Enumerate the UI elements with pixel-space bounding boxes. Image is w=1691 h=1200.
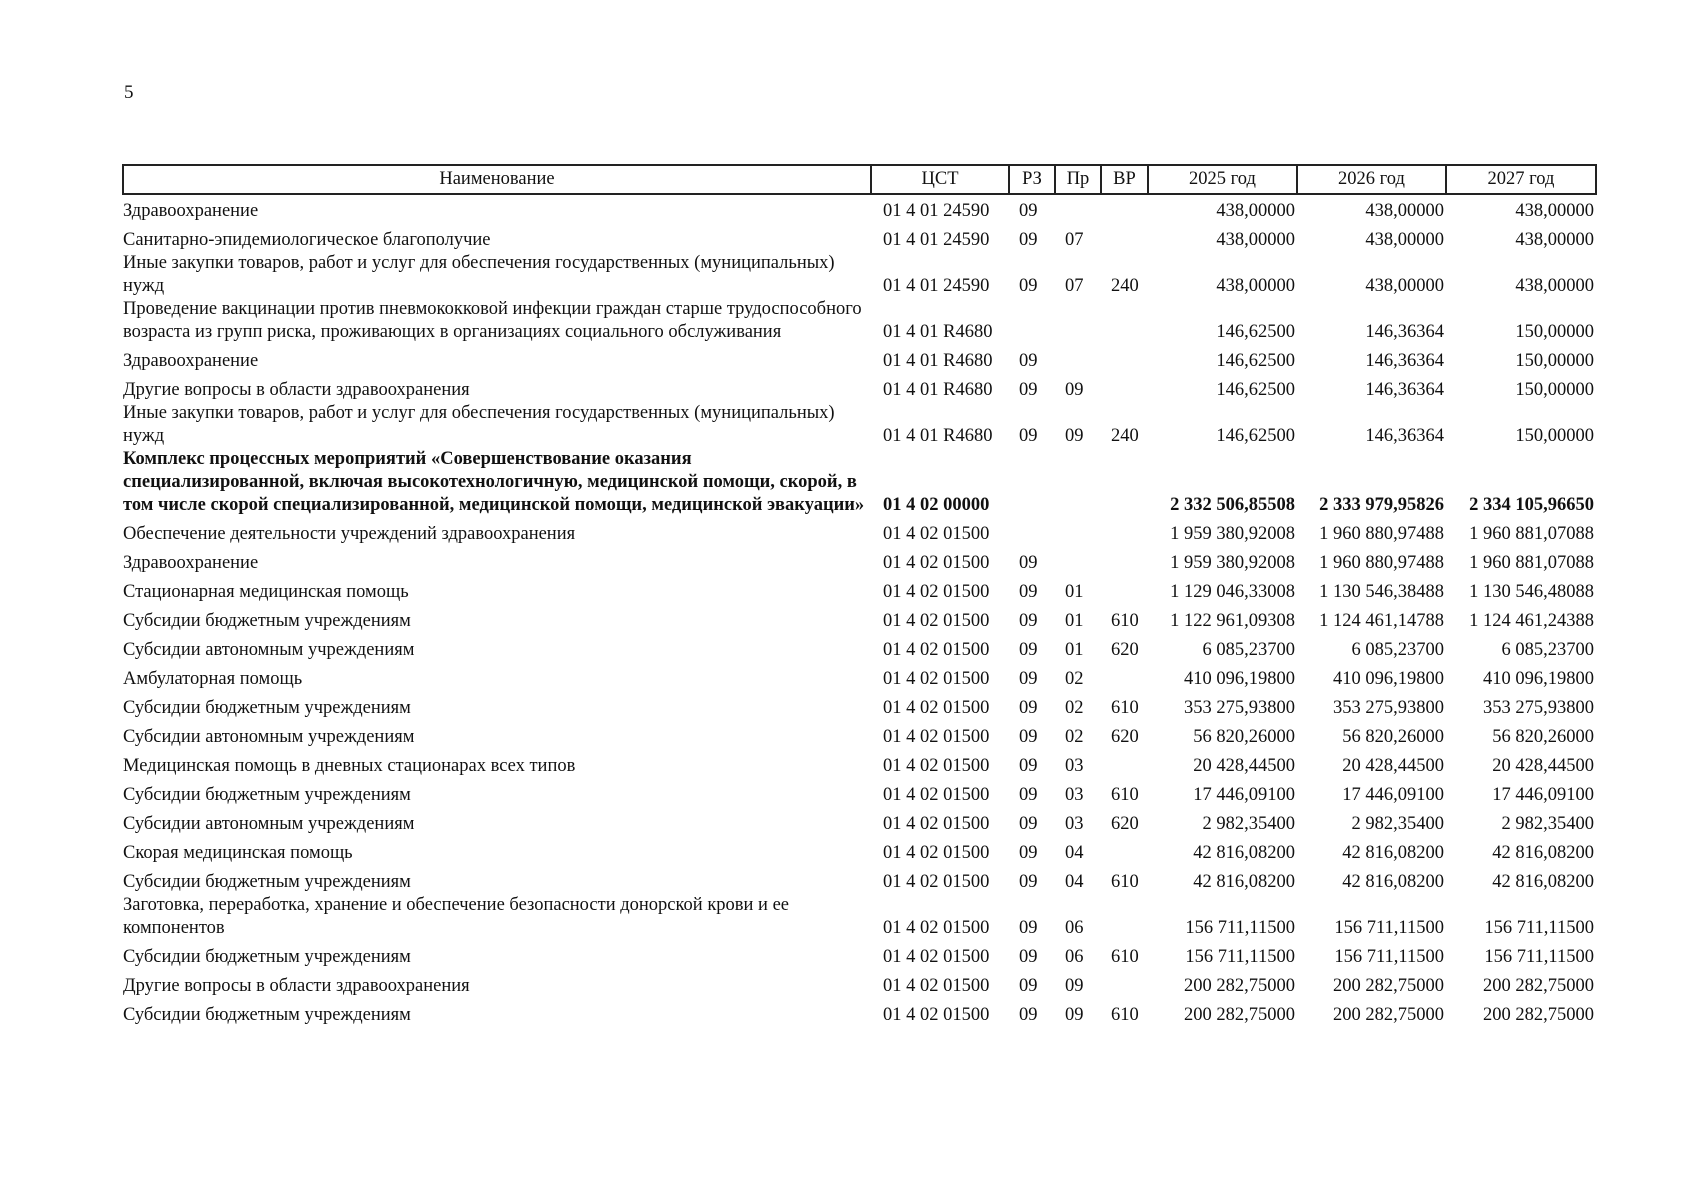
cell-name: Другие вопросы в области здравоохранения <box>123 380 470 400</box>
cell-2026: 42 816,08200 <box>1342 843 1444 863</box>
cell-pr: 03 <box>1065 756 1084 776</box>
cell-cst: 01 4 02 01500 <box>883 976 990 996</box>
cell-2026: 156 711,11500 <box>1334 918 1444 938</box>
cell-name: Комплекс процессных мероприятий «Совершенствование оказания специализированной, включая высокотехнологичную, медицинской помощи, скорой, в том числе скорой специализированной, медицинской помощи, медицинской эвакуации» <box>123 449 865 515</box>
cell-cst: 01 4 02 01500 <box>883 553 990 573</box>
cell-name: Субсидии бюджетным учреждениям <box>123 698 411 718</box>
cell-cst: 01 4 02 01500 <box>883 698 990 718</box>
cell-rz: 09 <box>1019 976 1038 996</box>
cell-vr <box>1101 969 1148 998</box>
cell-pr: 07 <box>1065 230 1084 250</box>
cell-vr: 240 <box>1111 276 1139 296</box>
cell-2025: 2 982,35400 <box>1202 814 1295 834</box>
cell-2025: 146,62500 <box>1216 426 1295 446</box>
table-row <box>123 194 1596 223</box>
cell-2025: 353 275,93800 <box>1184 698 1295 718</box>
cell-vr <box>1101 662 1148 691</box>
cell-2027: 156 711,11500 <box>1484 918 1594 938</box>
cell-2025: 1 122 961,09308 <box>1170 611 1295 631</box>
cell-cst: 01 4 02 01500 <box>883 814 990 834</box>
cell-vr: 610 <box>1111 1005 1139 1025</box>
cell-cst: 01 4 02 01500 <box>883 947 990 967</box>
cell-2027: 56 820,26000 <box>1492 727 1594 747</box>
cell-rz: 09 <box>1019 426 1038 446</box>
cell-name: Амбулаторная помощь <box>123 669 303 689</box>
cell-2025: 156 711,11500 <box>1185 918 1295 938</box>
cell-2025: 20 428,44500 <box>1193 756 1295 776</box>
cell-2027: 2 982,35400 <box>1501 814 1594 834</box>
cell-vr: 620 <box>1111 814 1139 834</box>
cell-2026: 146,36364 <box>1365 351 1444 371</box>
cell-pr <box>1055 546 1101 575</box>
cell-pr: 07 <box>1065 276 1084 296</box>
cell-rz: 09 <box>1019 380 1038 400</box>
cell-2025: 1 959 380,92008 <box>1170 524 1295 544</box>
cell-cst: 01 4 02 01500 <box>883 785 990 805</box>
cell-2027: 6 085,23700 <box>1501 640 1594 660</box>
cell-rz: 09 <box>1019 230 1038 250</box>
cell-pr: 09 <box>1065 426 1084 446</box>
cell-vr <box>1101 344 1148 373</box>
cell-2027: 150,00000 <box>1515 380 1594 400</box>
cell-pr: 04 <box>1065 843 1084 863</box>
cell-name: Стационарная медицинская помощь <box>123 582 409 602</box>
cell-2027: 17 446,09100 <box>1492 785 1594 805</box>
cell-pr: 03 <box>1065 785 1084 805</box>
cell-vr: 240 <box>1111 426 1139 446</box>
table-body <box>123 194 1596 1027</box>
cell-cst: 01 4 02 01500 <box>883 918 990 938</box>
cell-vr <box>1101 575 1148 604</box>
cell-cst: 01 4 01 24590 <box>883 201 990 221</box>
table-row <box>123 749 1596 778</box>
header-vr: ВР <box>1101 165 1148 194</box>
cell-name: Скорая медицинская помощь <box>123 843 353 863</box>
cell-2026: 6 085,23700 <box>1351 640 1444 660</box>
cell-2025: 146,62500 <box>1216 380 1295 400</box>
cell-name: Субсидии бюджетным учреждениям <box>123 947 411 967</box>
table-row <box>123 836 1596 865</box>
cell-pr: 02 <box>1065 698 1084 718</box>
table-row <box>123 448 1596 517</box>
cell-2027: 410 096,19800 <box>1483 669 1594 689</box>
cell-2026: 42 816,08200 <box>1342 872 1444 892</box>
cell-pr: 01 <box>1065 640 1084 660</box>
cell-2026: 17 446,09100 <box>1342 785 1444 805</box>
cell-2025: 17 446,09100 <box>1193 785 1295 805</box>
cell-2025: 146,62500 <box>1216 322 1295 342</box>
cell-pr: 06 <box>1065 918 1084 938</box>
cell-2027: 150,00000 <box>1515 322 1594 342</box>
cell-vr <box>1101 194 1148 223</box>
cell-cst: 01 4 02 01500 <box>883 1005 990 1025</box>
cell-vr <box>1101 373 1148 402</box>
cell-rz: 09 <box>1019 756 1038 776</box>
cell-2026: 56 820,26000 <box>1342 727 1444 747</box>
cell-cst: 01 4 02 01500 <box>883 640 990 660</box>
cell-rz: 09 <box>1019 611 1038 631</box>
cell-2027: 200 282,75000 <box>1483 976 1594 996</box>
cell-name: Здравоохранение <box>123 553 259 573</box>
cell-name: Другие вопросы в области здравоохранения <box>123 976 470 996</box>
header-name: Наименование <box>123 165 871 194</box>
table-row <box>123 940 1596 969</box>
table-row <box>123 998 1596 1027</box>
cell-pr: 06 <box>1065 947 1084 967</box>
cell-2025: 1 959 380,92008 <box>1170 553 1295 573</box>
cell-2027: 1 960 881,07088 <box>1469 524 1594 544</box>
cell-vr <box>1101 546 1148 575</box>
header-2025: 2025 год <box>1148 165 1297 194</box>
cell-rz: 09 <box>1019 640 1038 660</box>
cell-rz: 09 <box>1019 918 1038 938</box>
cell-2025: 438,00000 <box>1216 230 1295 250</box>
header-2027: 2027 год <box>1446 165 1596 194</box>
cell-rz: 09 <box>1019 814 1038 834</box>
cell-cst: 01 4 02 01500 <box>883 611 990 631</box>
cell-2026: 200 282,75000 <box>1333 1005 1444 1025</box>
cell-2027: 156 711,11500 <box>1484 947 1594 967</box>
cell-cst: 01 4 01 R4680 <box>883 351 993 371</box>
cell-vr <box>1101 894 1148 940</box>
cell-rz <box>1009 298 1055 344</box>
cell-2026: 353 275,93800 <box>1333 698 1444 718</box>
cell-2026: 2 333 979,95826 <box>1319 495 1444 515</box>
cell-2025: 6 085,23700 <box>1202 640 1295 660</box>
cell-pr: 02 <box>1065 669 1084 689</box>
table-row <box>123 517 1596 546</box>
page-number: 5 <box>124 82 134 103</box>
cell-vr: 620 <box>1111 727 1139 747</box>
cell-vr: 610 <box>1111 872 1139 892</box>
cell-2027: 150,00000 <box>1515 351 1594 371</box>
header-2026: 2026 год <box>1297 165 1446 194</box>
cell-rz: 09 <box>1019 727 1038 747</box>
cell-2026: 146,36364 <box>1365 322 1444 342</box>
cell-pr <box>1055 344 1101 373</box>
cell-name: Субсидии бюджетным учреждениям <box>123 785 411 805</box>
cell-cst: 01 4 01 R4680 <box>883 322 993 342</box>
cell-cst: 01 4 02 01500 <box>883 756 990 776</box>
cell-2026: 2 982,35400 <box>1351 814 1444 834</box>
cell-2027: 150,00000 <box>1515 426 1594 446</box>
cell-2027: 1 124 461,24388 <box>1469 611 1594 631</box>
table-row <box>123 969 1596 998</box>
cell-cst: 01 4 01 24590 <box>883 230 990 250</box>
cell-name: Обеспечение деятельности учреждений здравоохранения <box>123 524 576 544</box>
cell-pr <box>1055 448 1101 517</box>
header-rz: РЗ <box>1009 165 1055 194</box>
header-cst: ЦСТ <box>871 165 1009 194</box>
cell-name: Субсидии автономным учреждениям <box>123 640 415 660</box>
table-row <box>123 633 1596 662</box>
cell-name: Здравоохранение <box>123 201 259 221</box>
cell-name: Заготовка, переработка, хранение и обеспечение безопасности донорской крови и ее компонентов <box>123 895 790 938</box>
cell-cst: 01 4 02 01500 <box>883 727 990 747</box>
cell-pr <box>1055 194 1101 223</box>
table-row <box>123 344 1596 373</box>
cell-pr: 03 <box>1065 814 1084 834</box>
cell-2026: 438,00000 <box>1365 201 1444 221</box>
cell-name: Субсидии бюджетным учреждениям <box>123 611 411 631</box>
cell-2027: 200 282,75000 <box>1483 1005 1594 1025</box>
cell-pr <box>1055 517 1101 546</box>
table-row <box>123 662 1596 691</box>
cell-vr <box>1101 749 1148 778</box>
table-row <box>123 402 1596 448</box>
cell-2026: 146,36364 <box>1365 380 1444 400</box>
cell-cst: 01 4 02 01500 <box>883 872 990 892</box>
cell-name: Проведение вакцинации против пневмококковой инфекции граждан старше трудоспособного возраста из групп риска, проживающих в организациях социального обслуживания <box>123 299 862 342</box>
cell-name: Субсидии бюджетным учреждениям <box>123 1005 411 1025</box>
cell-rz: 09 <box>1019 276 1038 296</box>
table-header <box>123 165 1596 194</box>
cell-rz <box>1009 517 1055 546</box>
cell-vr: 620 <box>1111 640 1139 660</box>
cell-2025: 42 816,08200 <box>1193 843 1295 863</box>
cell-pr: 01 <box>1065 611 1084 631</box>
cell-2025: 200 282,75000 <box>1184 1005 1295 1025</box>
cell-2025: 42 816,08200 <box>1193 872 1295 892</box>
cell-2026: 1 960 880,97488 <box>1319 553 1444 573</box>
cell-name: Медицинская помощь в дневных стационарах всех типов <box>123 756 576 776</box>
cell-rz: 09 <box>1019 1005 1038 1025</box>
cell-name: Иные закупки товаров, работ и услуг для обеспечения государственных (муниципальных) нужд <box>123 253 835 296</box>
cell-cst: 01 4 02 00000 <box>883 495 990 515</box>
cell-2027: 438,00000 <box>1515 230 1594 250</box>
cell-vr: 610 <box>1111 785 1139 805</box>
table-row <box>123 223 1596 252</box>
cell-2026: 1 960 880,97488 <box>1319 524 1444 544</box>
table-row <box>123 778 1596 807</box>
cell-rz: 09 <box>1019 201 1038 221</box>
cell-rz: 09 <box>1019 669 1038 689</box>
cell-pr: 01 <box>1065 582 1084 602</box>
cell-rz: 09 <box>1019 698 1038 718</box>
cell-vr: 610 <box>1111 698 1139 718</box>
cell-vr: 610 <box>1111 611 1139 631</box>
cell-2027: 438,00000 <box>1515 276 1594 296</box>
table-row <box>123 865 1596 894</box>
cell-2027: 42 816,08200 <box>1492 872 1594 892</box>
cell-2025: 56 820,26000 <box>1193 727 1295 747</box>
cell-2025: 200 282,75000 <box>1184 976 1295 996</box>
cell-rz: 09 <box>1019 351 1038 371</box>
cell-2026: 156 711,11500 <box>1334 947 1444 967</box>
cell-pr: 04 <box>1065 872 1084 892</box>
cell-name: Субсидии бюджетным учреждениям <box>123 872 411 892</box>
cell-name: Иные закупки товаров, работ и услуг для обеспечения государственных (муниципальных) нужд <box>123 403 835 446</box>
cell-2027: 438,00000 <box>1515 201 1594 221</box>
cell-cst: 01 4 01 R4680 <box>883 380 993 400</box>
cell-2025: 438,00000 <box>1216 201 1295 221</box>
cell-pr <box>1055 298 1101 344</box>
cell-2027: 42 816,08200 <box>1492 843 1594 863</box>
cell-name: Санитарно-эпидемиологическое благополучие <box>123 230 491 250</box>
cell-cst: 01 4 02 01500 <box>883 524 990 544</box>
cell-pr: 09 <box>1065 976 1084 996</box>
header-pr: Пр <box>1055 165 1101 194</box>
table-row <box>123 807 1596 836</box>
table-row <box>123 298 1596 344</box>
table-row <box>123 546 1596 575</box>
cell-rz: 09 <box>1019 843 1038 863</box>
cell-2026: 200 282,75000 <box>1333 976 1444 996</box>
cell-rz: 09 <box>1019 553 1038 573</box>
cell-2027: 20 428,44500 <box>1492 756 1594 776</box>
cell-cst: 01 4 02 01500 <box>883 843 990 863</box>
cell-2026: 410 096,19800 <box>1333 669 1444 689</box>
cell-2025: 1 129 046,33008 <box>1170 582 1295 602</box>
cell-rz: 09 <box>1019 582 1038 602</box>
cell-rz: 09 <box>1019 872 1038 892</box>
cell-pr: 09 <box>1065 1005 1084 1025</box>
cell-2025: 146,62500 <box>1216 351 1295 371</box>
cell-rz: 09 <box>1019 785 1038 805</box>
table-row <box>123 604 1596 633</box>
table-row <box>123 575 1596 604</box>
budget-table <box>122 164 1597 1027</box>
cell-vr: 610 <box>1111 947 1139 967</box>
cell-2026: 146,36364 <box>1365 426 1444 446</box>
cell-2026: 1 124 461,14788 <box>1319 611 1444 631</box>
cell-2026: 20 428,44500 <box>1342 756 1444 776</box>
cell-vr <box>1101 223 1148 252</box>
cell-cst: 01 4 02 01500 <box>883 669 990 689</box>
cell-2027: 2 334 105,96650 <box>1469 495 1594 515</box>
table-row <box>123 894 1596 940</box>
cell-2025: 156 711,11500 <box>1185 947 1295 967</box>
table-row <box>123 373 1596 402</box>
cell-2026: 1 130 546,38488 <box>1319 582 1444 602</box>
cell-2027: 1 130 546,48088 <box>1469 582 1594 602</box>
cell-cst: 01 4 01 24590 <box>883 276 990 296</box>
cell-2027: 1 960 881,07088 <box>1469 553 1594 573</box>
cell-2025: 410 096,19800 <box>1184 669 1295 689</box>
cell-vr <box>1101 448 1148 517</box>
cell-pr: 09 <box>1065 380 1084 400</box>
cell-vr <box>1101 298 1148 344</box>
cell-rz <box>1009 448 1055 517</box>
cell-2026: 438,00000 <box>1365 230 1444 250</box>
table-row <box>123 720 1596 749</box>
cell-vr <box>1101 836 1148 865</box>
cell-name: Субсидии автономным учреждениям <box>123 814 415 834</box>
cell-pr: 02 <box>1065 727 1084 747</box>
table-row <box>123 252 1596 298</box>
cell-2026: 438,00000 <box>1365 276 1444 296</box>
cell-vr <box>1101 517 1148 546</box>
cell-cst: 01 4 01 R4680 <box>883 426 993 446</box>
cell-name: Субсидии автономным учреждениям <box>123 727 415 747</box>
cell-2027: 353 275,93800 <box>1483 698 1594 718</box>
cell-cst: 01 4 02 01500 <box>883 582 990 602</box>
cell-rz: 09 <box>1019 947 1038 967</box>
cell-2025: 2 332 506,85508 <box>1170 495 1295 515</box>
cell-name: Здравоохранение <box>123 351 259 371</box>
table-row <box>123 691 1596 720</box>
cell-2025: 438,00000 <box>1216 276 1295 296</box>
